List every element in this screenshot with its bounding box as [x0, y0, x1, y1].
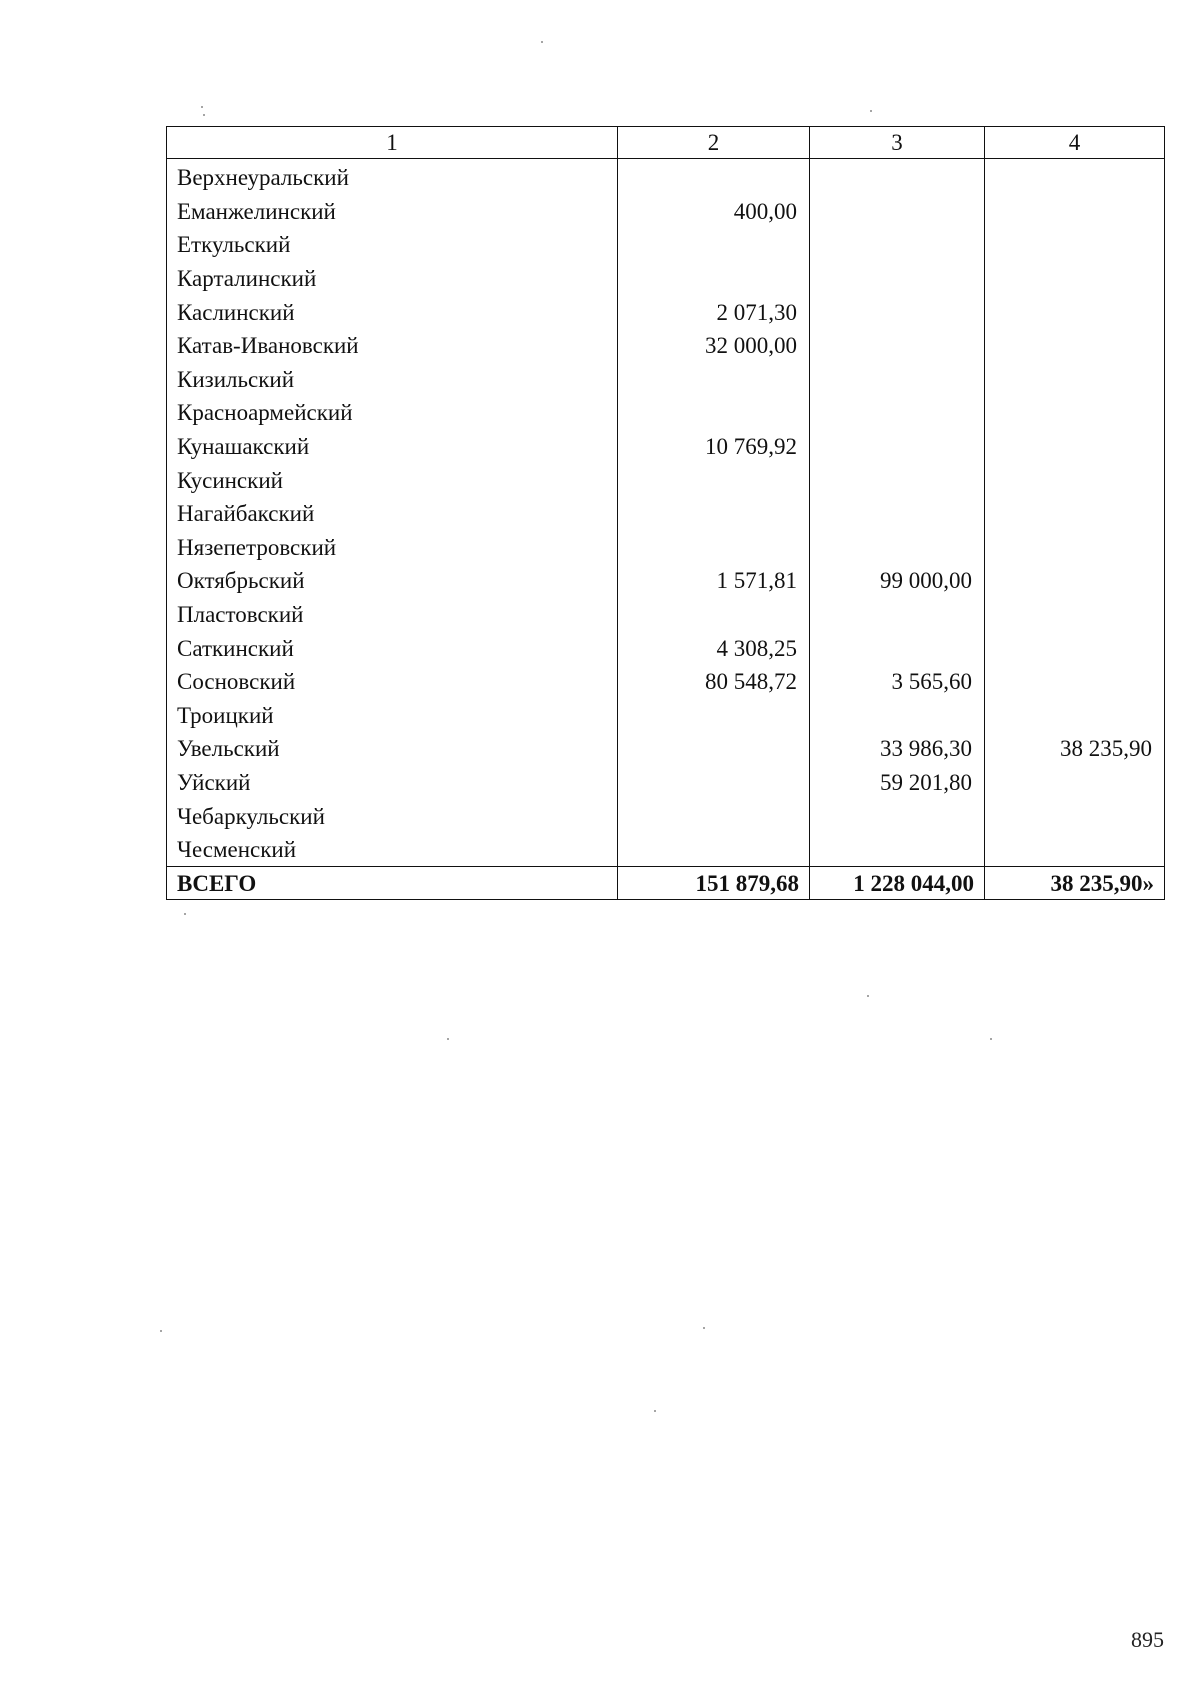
total-label: ВСЕГО	[167, 867, 618, 900]
value-col-2	[618, 159, 810, 195]
value-col-4	[985, 699, 1165, 733]
value-col-3	[810, 430, 985, 464]
district-name: Катав-Ивановский	[167, 329, 618, 363]
value-col-3	[810, 463, 985, 497]
table-row	[167, 732, 1165, 766]
table-row	[167, 665, 1165, 699]
value-col-3	[810, 598, 985, 632]
value-col-4	[985, 329, 1165, 363]
district-name: Еткульский	[167, 228, 618, 262]
value-col-4	[985, 295, 1165, 329]
table-row	[167, 598, 1165, 632]
scan-speck	[160, 1330, 162, 1332]
table-row	[167, 631, 1165, 665]
table-row	[167, 430, 1165, 464]
scan-speck	[203, 114, 205, 116]
district-name: Еманжелинский	[167, 195, 618, 229]
table-row	[167, 833, 1165, 867]
value-col-3	[810, 631, 985, 665]
value-col-3	[810, 396, 985, 430]
table-row	[167, 159, 1165, 195]
column-header-2: 2	[618, 127, 810, 159]
district-name: Пластовский	[167, 598, 618, 632]
value-col-2: 1 571,81	[618, 564, 810, 598]
district-name: Уйский	[167, 766, 618, 800]
value-col-4	[985, 766, 1165, 800]
district-name: Кусинский	[167, 463, 618, 497]
data-table	[166, 126, 1165, 900]
value-col-2	[618, 833, 810, 867]
value-col-2	[618, 732, 810, 766]
value-col-4	[985, 833, 1165, 867]
value-col-3	[810, 699, 985, 733]
scan-speck	[447, 1038, 449, 1040]
district-name: Увельский	[167, 732, 618, 766]
value-col-3: 33 986,30	[810, 732, 985, 766]
value-col-2: 32 000,00	[618, 329, 810, 363]
table-row	[167, 295, 1165, 329]
value-col-2	[618, 497, 810, 531]
value-col-4	[985, 665, 1165, 699]
total-row	[167, 867, 1165, 900]
scan-speck	[703, 1327, 705, 1329]
scan-speck	[870, 110, 872, 112]
district-name: Троицкий	[167, 699, 618, 733]
table-row	[167, 396, 1165, 430]
value-col-2	[618, 598, 810, 632]
value-col-4	[985, 564, 1165, 598]
value-col-2: 4 308,25	[618, 631, 810, 665]
table-header-row	[167, 127, 1165, 159]
table-row	[167, 463, 1165, 497]
value-col-4	[985, 497, 1165, 531]
value-col-4	[985, 159, 1165, 195]
value-col-2	[618, 463, 810, 497]
table-row	[167, 262, 1165, 296]
scan-speck	[184, 913, 186, 915]
district-name: Красноармейский	[167, 396, 618, 430]
district-name: Октябрьский	[167, 564, 618, 598]
value-col-2	[618, 766, 810, 800]
value-col-3	[810, 228, 985, 262]
value-col-2: 2 071,30	[618, 295, 810, 329]
value-col-2: 400,00	[618, 195, 810, 229]
value-col-2	[618, 699, 810, 733]
value-col-4	[985, 598, 1165, 632]
value-col-4: 38 235,90	[985, 732, 1165, 766]
value-col-2	[618, 228, 810, 262]
value-col-4	[985, 228, 1165, 262]
value-col-3: 59 201,80	[810, 766, 985, 800]
district-name: Каслинский	[167, 295, 618, 329]
value-col-3	[810, 195, 985, 229]
table-row	[167, 228, 1165, 262]
value-col-3	[810, 799, 985, 833]
table-row	[167, 497, 1165, 531]
page-number: 895	[1131, 1627, 1164, 1652]
district-name: Сосновский	[167, 665, 618, 699]
value-col-3	[810, 159, 985, 195]
value-col-3	[810, 329, 985, 363]
scan-speck	[201, 106, 203, 108]
table-row	[167, 195, 1165, 229]
value-col-4	[985, 396, 1165, 430]
value-col-3: 3 565,60	[810, 665, 985, 699]
value-col-2	[618, 799, 810, 833]
value-col-4	[985, 799, 1165, 833]
district-name: Чебаркульский	[167, 799, 618, 833]
value-col-2: 10 769,92	[618, 430, 810, 464]
district-name: Кунашакский	[167, 430, 618, 464]
table-row	[167, 799, 1165, 833]
value-col-2	[618, 363, 810, 397]
table-row	[167, 699, 1165, 733]
scan-speck	[654, 1410, 656, 1412]
table-row	[167, 363, 1165, 397]
value-col-3	[810, 833, 985, 867]
total-col-4: 38 235,90»	[985, 867, 1165, 900]
value-col-4	[985, 430, 1165, 464]
district-name: Кизильский	[167, 363, 618, 397]
scan-speck	[541, 41, 543, 43]
value-col-4	[985, 531, 1165, 565]
value-col-4	[985, 631, 1165, 665]
value-col-3: 99 000,00	[810, 564, 985, 598]
table-row	[167, 531, 1165, 565]
table-row	[167, 329, 1165, 363]
value-col-4	[985, 262, 1165, 296]
district-name: Саткинский	[167, 631, 618, 665]
value-col-2	[618, 396, 810, 430]
value-col-3	[810, 531, 985, 565]
district-name: Нагайбакский	[167, 497, 618, 531]
table-row	[167, 766, 1165, 800]
column-header-3: 3	[810, 127, 985, 159]
value-col-3	[810, 262, 985, 296]
total-col-2: 151 879,68	[618, 867, 810, 900]
scan-speck	[990, 1038, 992, 1040]
value-col-4	[985, 363, 1165, 397]
scan-speck	[867, 995, 869, 997]
value-col-3	[810, 497, 985, 531]
value-col-2: 80 548,72	[618, 665, 810, 699]
column-header-4: 4	[985, 127, 1165, 159]
value-col-2	[618, 262, 810, 296]
table-row	[167, 564, 1165, 598]
district-name: Верхнеуральский	[167, 159, 618, 195]
value-col-4	[985, 195, 1165, 229]
district-name: Нязепетровский	[167, 531, 618, 565]
value-col-4	[985, 463, 1165, 497]
column-header-1: 1	[167, 127, 618, 159]
total-col-3: 1 228 044,00	[810, 867, 985, 900]
district-name: Чесменский	[167, 833, 618, 867]
value-col-3	[810, 363, 985, 397]
district-name: Карталинский	[167, 262, 618, 296]
value-col-2	[618, 531, 810, 565]
value-col-3	[810, 295, 985, 329]
